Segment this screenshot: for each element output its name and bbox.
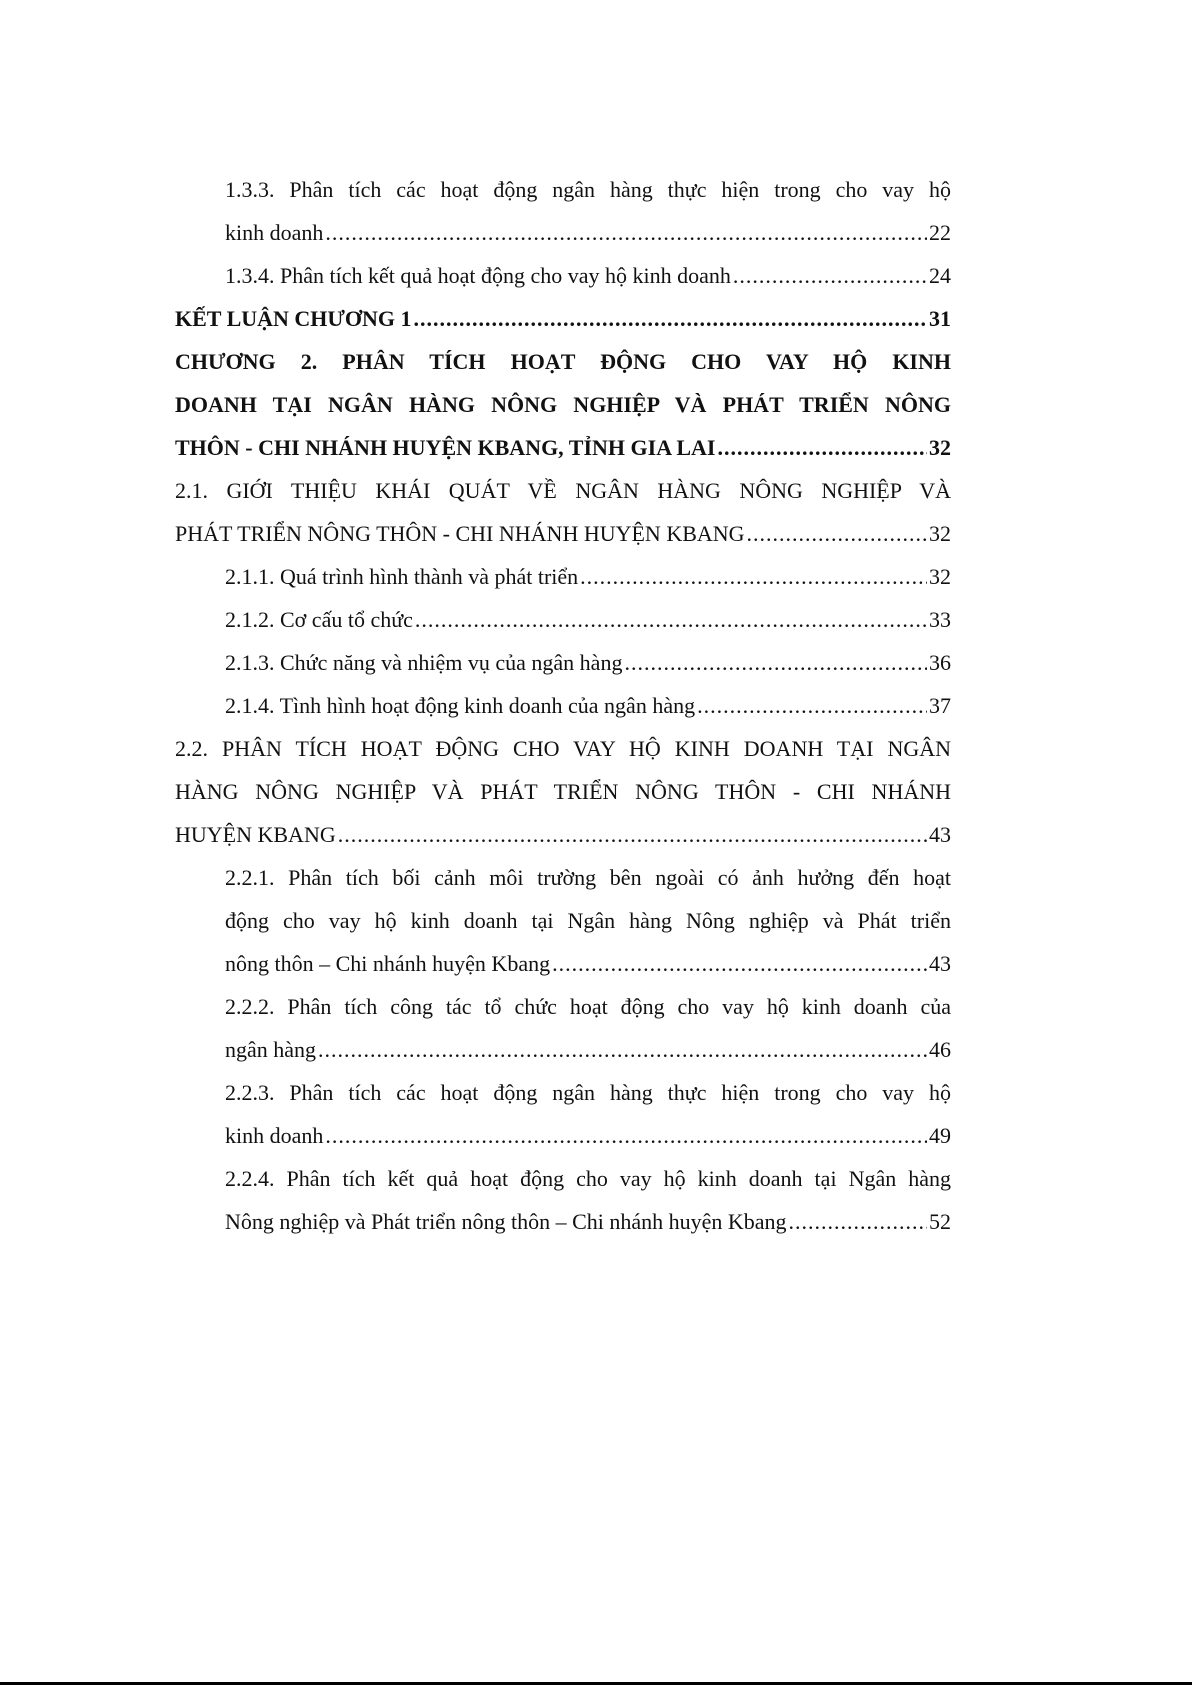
toc-entry-1-3-3[interactable] (225, 168, 951, 254)
toc-page-number: 22 (929, 220, 951, 245)
toc-leader-dots (747, 512, 927, 555)
toc-entry-chuong-2[interactable] (175, 340, 951, 469)
toc-page-number: 31 (929, 306, 951, 331)
toc-leader-dots (624, 641, 927, 684)
table-of-contents (175, 168, 951, 1243)
toc-entry-text: CHƯƠNG 2. PHÂN TÍCH HOẠT ĐỘNG CHO VAY HỘ KINH (175, 349, 951, 374)
toc-entry-text: động cho vay hộ kinh doanh tại Ngân hàng Nông nghiệp và Phát triển (225, 908, 951, 933)
toc-leader-dots (718, 426, 928, 469)
toc-entry-text: 2.2. PHÂN TÍCH HOẠT ĐỘNG CHO VAY HỘ KINH DOANH TẠI NGÂN (175, 736, 951, 761)
toc-entry-text: nông thôn – Chi nhánh huyện Kbang (225, 951, 551, 976)
toc-page-number: 32 (929, 521, 951, 546)
toc-leader-dots (325, 211, 927, 254)
toc-entry-2-1[interactable] (175, 469, 951, 555)
toc-entry-text: 2.2.4. Phân tích kết quả hoạt động cho vay hộ kinh doanh tại Ngân hàng (225, 1166, 951, 1191)
toc-entry-text: THÔN - CHI NHÁNH HUYỆN KBANG, TỈNH GIA LAI (175, 435, 716, 460)
toc-entry-text: kinh doanh (225, 1123, 324, 1148)
toc-entry-text: kinh doanh (225, 220, 324, 245)
toc-leader-dots (733, 254, 927, 297)
toc-page-number: 33 (929, 607, 951, 632)
toc-entry-text: 2.2.3. Phân tích các hoạt động ngân hàng thực hiện trong cho vay hộ (225, 1080, 951, 1105)
toc-leader-dots (580, 555, 927, 598)
toc-page-number: 36 (929, 650, 951, 675)
toc-page-number: 32 (929, 435, 951, 460)
toc-entry-text: DOANH TẠI NGÂN HÀNG NÔNG NGHIỆP VÀ PHÁT TRIỂN NÔNG (175, 392, 951, 417)
toc-entry-text: 2.1.2. Cơ cấu tổ chức (225, 607, 413, 632)
toc-entry-2-2-2[interactable] (225, 985, 951, 1071)
toc-leader-dots (318, 1028, 927, 1071)
toc-page-number: 49 (929, 1123, 951, 1148)
toc-leader-dots (338, 813, 927, 856)
toc-entry-text: 2.2.1. Phân tích bối cảnh môi trường bên ngoài có ảnh hưởng đến hoạt (225, 865, 951, 890)
toc-page-number: 24 (929, 263, 951, 288)
toc-entry-text: Nông nghiệp và Phát triển nông thôn – Chi nhánh huyện Kbang (225, 1209, 787, 1234)
toc-leader-dots (789, 1200, 927, 1243)
toc-entry-2-1-3[interactable] (225, 641, 951, 684)
toc-entry-1-3-4[interactable] (225, 254, 951, 297)
toc-entry-text: 2.1.4. Tình hình hoạt động kinh doanh của ngân hàng (225, 693, 696, 718)
toc-entry-text: PHÁT TRIỂN NÔNG THÔN - CHI NHÁNH HUYỆN KBANG (175, 521, 745, 546)
toc-entry-text: KẾT LUẬN CHƯƠNG 1 (175, 306, 412, 331)
toc-entry-2-2-4[interactable] (225, 1157, 951, 1243)
toc-entry-text: 2.2.2. Phân tích công tác tổ chức hoạt động cho vay hộ kinh doanh của (225, 994, 951, 1019)
toc-entry-text: HUYỆN KBANG (175, 822, 336, 847)
toc-page-number: 37 (929, 693, 951, 718)
toc-entry-2-2[interactable] (175, 727, 951, 856)
toc-entry-ket-luan-chuong-1[interactable] (175, 297, 951, 340)
toc-leader-dots (325, 1114, 927, 1157)
toc-entry-text: 1.3.3. Phân tích các hoạt động ngân hàng thực hiện trong cho vay hộ (225, 177, 951, 202)
toc-entry-text: 2.1.1. Quá trình hình thành và phát triển (225, 564, 579, 589)
toc-leader-dots (552, 942, 927, 985)
toc-entry-2-2-1[interactable] (225, 856, 951, 985)
toc-entry-text: 2.1.3. Chức năng và nhiệm vụ của ngân hàng (225, 650, 623, 675)
toc-entry-text: 1.3.4. Phân tích kết quả hoạt động cho vay hộ kinh doanh (225, 263, 731, 288)
toc-page-number: 52 (929, 1209, 951, 1234)
toc-entry-text: 2.1. GIỚI THIỆU KHÁI QUÁT VỀ NGÂN HÀNG NÔNG NGHIỆP VÀ (175, 478, 951, 503)
toc-entry-text: HÀNG NÔNG NGHIỆP VÀ PHÁT TRIỂN NÔNG THÔN - CHI NHÁNH (175, 779, 951, 804)
toc-leader-dots (415, 598, 927, 641)
toc-entry-2-1-2[interactable] (225, 598, 951, 641)
toc-page-number: 43 (929, 822, 951, 847)
toc-page-number: 32 (929, 564, 951, 589)
toc-entry-text: ngân hàng (225, 1037, 317, 1062)
toc-page-number: 43 (929, 951, 951, 976)
toc-leader-dots (414, 297, 927, 340)
toc-entry-2-1-4[interactable] (225, 684, 951, 727)
toc-entry-2-2-3[interactable] (225, 1071, 951, 1157)
toc-entry-2-1-1[interactable] (225, 555, 951, 598)
toc-page-number: 46 (929, 1037, 951, 1062)
toc-leader-dots (697, 684, 927, 727)
